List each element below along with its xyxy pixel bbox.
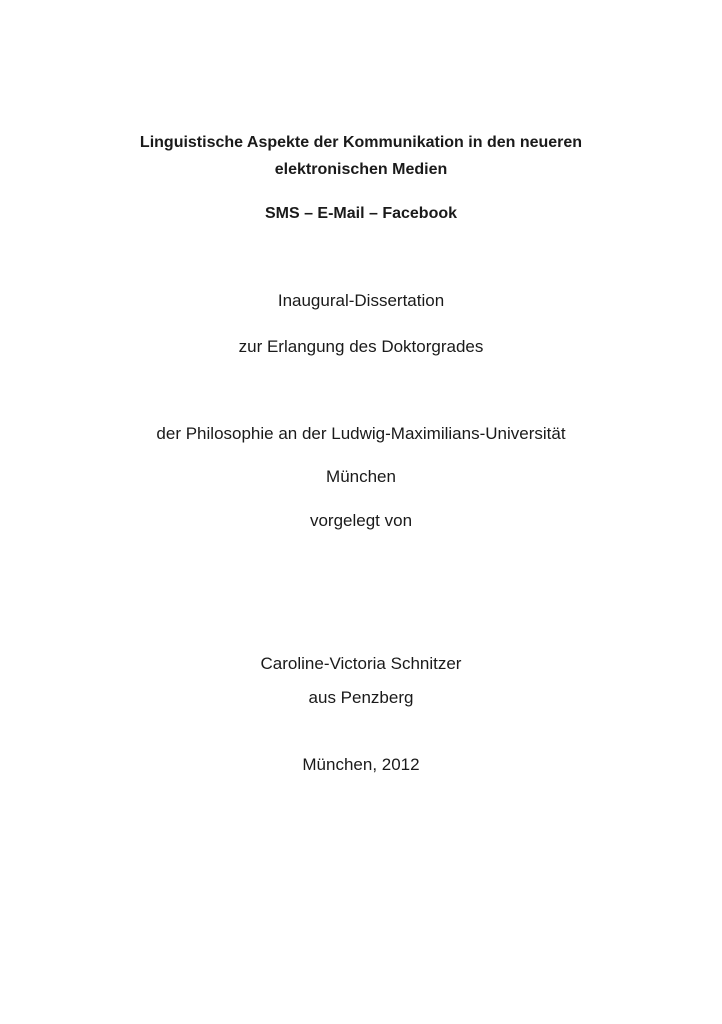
submitted-by-label: vorgelegt von xyxy=(309,511,413,530)
university-city: München xyxy=(326,467,396,486)
author-name: Caroline-Victoria Schnitzer xyxy=(260,654,462,673)
dissertation-type: Inaugural-Dissertation xyxy=(277,291,445,310)
faculty-university: der Philosophie an der Ludwig-Maximilians-Universität xyxy=(156,424,566,443)
place-and-year: München, 2012 xyxy=(302,755,420,774)
thesis-subtitle: SMS – E-Mail – Facebook xyxy=(264,205,458,222)
thesis-title-line-1: Linguistische Aspekte der Kommunikation in den neueren xyxy=(139,134,583,151)
author-origin: aus Penzberg xyxy=(308,688,414,707)
thesis-title-line-2: elektronischen Medien xyxy=(274,161,448,178)
degree-purpose: zur Erlangung des Doktorgrades xyxy=(238,337,484,356)
